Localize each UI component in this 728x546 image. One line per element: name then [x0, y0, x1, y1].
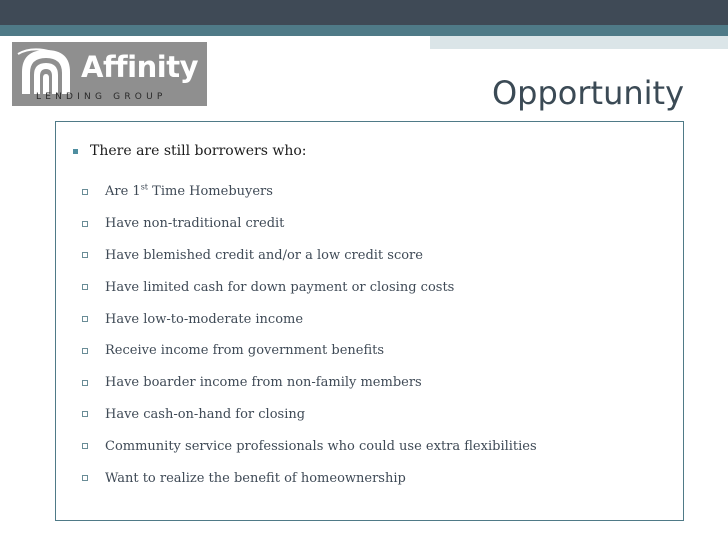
- affinity-logo: [12, 42, 207, 106]
- hollow-square-bullet-icon: [82, 189, 88, 195]
- content-box: [55, 121, 684, 521]
- list-item: [82, 208, 537, 240]
- hollow-square-bullet-icon: [82, 284, 88, 290]
- hollow-square-bullet-icon: [82, 252, 88, 258]
- list-item: [82, 271, 537, 303]
- list-item-text: Have blemished credit and/or a low credit score: [105, 247, 423, 263]
- logo-wordmark: Affinity: [81, 50, 198, 84]
- hollow-square-bullet-icon: [82, 443, 88, 449]
- hollow-square-bullet-icon: [82, 475, 88, 481]
- list-item-text: Receive income from government benefits: [105, 343, 385, 359]
- top-light-bar: [430, 36, 728, 49]
- hollow-square-bullet-icon: [82, 380, 88, 386]
- list-item: [82, 240, 537, 272]
- sub-bullet-list: [82, 176, 537, 494]
- list-item-text: Have cash-on-hand for closing: [105, 406, 306, 422]
- main-bullet-text: There are still borrowers who:: [90, 143, 307, 159]
- list-item: [82, 399, 537, 431]
- list-item-text: Community service professionals who could use extra flexibilities: [105, 438, 537, 454]
- hollow-square-bullet-icon: [82, 411, 88, 417]
- top-teal-bar: [0, 25, 728, 36]
- list-item: [82, 430, 537, 462]
- list-item: [82, 335, 537, 367]
- list-item-text: Are 1st Time Homebuyers: [105, 183, 273, 200]
- list-item-text: Have low-to-moderate income: [105, 311, 304, 327]
- top-dark-bar: [0, 0, 728, 25]
- hollow-square-bullet-icon: [82, 221, 88, 227]
- list-item-text: Have boarder income from non-family members: [105, 375, 422, 391]
- hollow-square-bullet-icon: [82, 348, 88, 354]
- list-item: [82, 462, 537, 494]
- logo-tagline: LENDING GROUP: [36, 92, 167, 102]
- list-item: [82, 367, 537, 399]
- list-item-text: Want to realize the benefit of homeownership: [105, 470, 406, 486]
- list-item: [82, 176, 537, 208]
- main-bullet: [73, 143, 306, 159]
- list-item: [82, 303, 537, 335]
- slide-title: Opportunity: [491, 74, 684, 112]
- list-item-text: Have limited cash for down payment or closing costs: [105, 279, 455, 295]
- square-bullet-icon: [73, 149, 78, 154]
- hollow-square-bullet-icon: [82, 316, 88, 322]
- list-item-text: Have non-traditional credit: [105, 216, 285, 232]
